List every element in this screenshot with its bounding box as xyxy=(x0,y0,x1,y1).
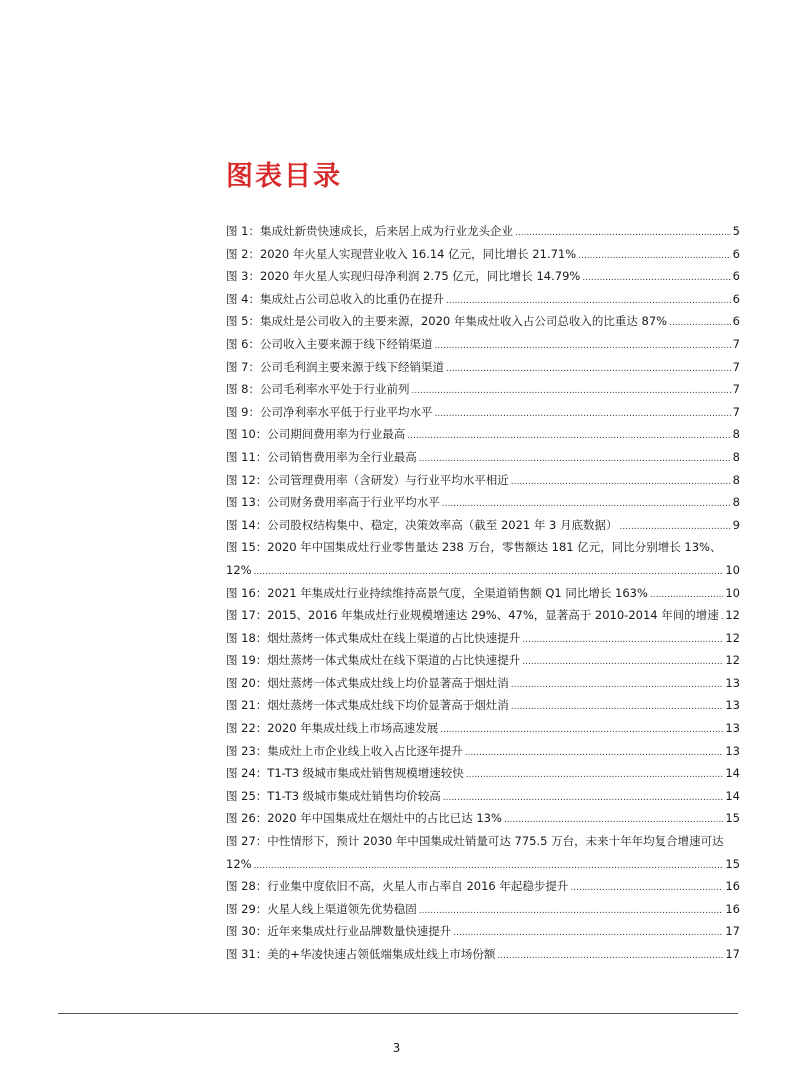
toc-leader-dots xyxy=(446,358,731,381)
toc-leader-dots xyxy=(442,493,731,516)
toc-entry-page: 13 xyxy=(725,698,740,713)
toc-entry-label: 图 5：集成灶是公司收入的主要来源，2020 年集成灶收入占公司总收入的比重达 87% xyxy=(226,314,668,329)
toc-leader-dots xyxy=(650,584,723,607)
toc-entry-label-line1: 图 27：中性情形下，预计 2030 年中国集成灶销量可达 775.5 万台，未来十年年均复合增速可达 xyxy=(226,834,724,849)
toc-entry[interactable] xyxy=(226,446,740,469)
toc-entry-page: 17 xyxy=(725,947,740,961)
toc-entry-label: 图 30：近年来集成灶行业品牌数量快速提升 xyxy=(226,924,452,939)
toc-entry-page: 13 xyxy=(725,675,740,690)
toc-entry-label: 图 9：公司净利率水平低于行业平均水平 xyxy=(226,404,433,419)
table-of-figures xyxy=(226,220,740,966)
toc-entry-label: 图 22：2020 年集成灶线上市场高速发展 xyxy=(226,721,439,736)
toc-leader-dots xyxy=(511,696,724,719)
toc-entry-label: 图 13：公司财务费用率高于行业平均水平 xyxy=(226,495,440,510)
toc-entry[interactable] xyxy=(226,310,740,333)
toc-entry-page: 9 xyxy=(732,517,740,532)
toc-entry-page: 10 xyxy=(725,562,740,577)
footer-divider xyxy=(58,1013,738,1014)
toc-leader-dots xyxy=(511,471,731,494)
toc-leader-dots xyxy=(453,922,723,945)
toc-entry-page: 13 xyxy=(725,721,740,736)
toc-leader-dots xyxy=(669,312,731,335)
toc-leader-dots xyxy=(721,606,724,629)
toc-leader-dots xyxy=(578,245,731,268)
toc-entry-label: 图 2：2020 年火星人实现营业收入 16.14 亿元，同比增长 21.71% xyxy=(226,246,577,261)
toc-leader-dots xyxy=(407,425,730,448)
toc-entry-label: 图 12：公司管理费用率（含研发）与行业平均水平相近 xyxy=(226,472,509,487)
toc-entry[interactable] xyxy=(226,717,740,740)
toc-leader-dots xyxy=(419,900,724,923)
toc-leader-dots xyxy=(515,222,731,245)
toc-entry[interactable] xyxy=(226,649,740,672)
toc-leader-dots xyxy=(411,380,730,403)
toc-entry-label: 图 6：公司收入主要来源于线下经销渠道 xyxy=(226,336,433,351)
toc-entry[interactable] xyxy=(226,604,740,627)
toc-leader-dots xyxy=(497,945,723,968)
toc-entry[interactable] xyxy=(226,333,740,356)
toc-entry-label: 图 10：公司期间费用率为行业最高 xyxy=(226,427,406,442)
toc-entry-page: 16 xyxy=(725,901,740,916)
toc-entry-page: 7 xyxy=(732,404,740,419)
toc-entry-label: 图 14：公司股权结构集中、稳定，决策效率高（截至 2021 年 3 月底数据） xyxy=(226,517,618,532)
toc-leader-dots xyxy=(446,290,731,313)
toc-entry-label: 图 1：集成灶新贵快速成长，后来居上成为行业龙头企业 xyxy=(226,224,513,238)
toc-entry[interactable] xyxy=(226,469,740,492)
toc-entry-page: 8 xyxy=(732,472,740,487)
toc-entry-page: 7 xyxy=(732,382,740,397)
toc-entry[interactable] xyxy=(226,672,740,695)
toc-entry-label: 图 31：美的+华凌快速占领低端集成灶线上市场份额 xyxy=(226,947,496,961)
toc-entry-page: 6 xyxy=(732,291,740,306)
toc-entry-label: 图 8：公司毛利率水平处于行业前列 xyxy=(226,382,410,397)
toc-leader-dots xyxy=(434,403,730,426)
toc-entry-page: 6 xyxy=(732,314,740,329)
toc-entry[interactable] xyxy=(226,807,740,830)
toc-entry[interactable] xyxy=(226,423,740,446)
toc-entry[interactable] xyxy=(226,582,740,605)
toc-entry[interactable] xyxy=(226,378,740,401)
toc-entry[interactable] xyxy=(226,898,740,921)
toc-leader-dots xyxy=(570,877,723,900)
toc-entry-page: 6 xyxy=(732,269,740,284)
toc-entry-label: 图 20：烟灶蒸烤一体式集成灶线上均价显著高于烟灶消 xyxy=(226,675,509,690)
toc-entry[interactable] xyxy=(226,920,740,943)
toc-entry[interactable] xyxy=(226,356,740,379)
toc-entry[interactable] xyxy=(226,740,740,763)
toc-entry-page: 10 xyxy=(725,585,740,600)
toc-entry-page: 7 xyxy=(732,359,740,374)
toc-leader-dots xyxy=(620,516,731,539)
toc-entry-label: 图 29：火星人线上渠道领先优势稳固 xyxy=(226,901,417,916)
toc-entry-label: 图 21：烟灶蒸烤一体式集成灶线下均价显著高于烟灶消 xyxy=(226,698,509,713)
toc-leader-dots xyxy=(434,335,730,358)
toc-leader-dots xyxy=(254,561,724,584)
toc-entry-label: 图 26：2020 年中国集成灶在烟灶中的占比已达 13% xyxy=(226,811,502,826)
toc-entry[interactable] xyxy=(226,875,740,898)
toc-entry-page: 17 xyxy=(725,924,740,939)
toc-entry-label: 图 28：行业集中度依旧不高，火星人市占率自 2016 年起稳步提升 xyxy=(226,879,569,894)
toc-leader-dots xyxy=(511,674,724,697)
toc-entry-label: 图 25：T1-T3 级城市集成灶销售均价较高 xyxy=(226,788,441,803)
toc-entry-label: 图 19：烟灶蒸烤一体式集成灶在线下渠道的占比快速提升 xyxy=(226,653,521,668)
toc-leader-dots xyxy=(522,651,723,674)
toc-entry-page: 5 xyxy=(732,224,740,238)
toc-entry[interactable] xyxy=(226,536,740,581)
toc-entry[interactable] xyxy=(226,265,740,288)
toc-entry[interactable] xyxy=(226,220,740,243)
toc-entry-page: 14 xyxy=(725,788,740,803)
toc-entry[interactable] xyxy=(226,401,740,424)
toc-entry-label: 图 3：2020 年火星人实现归母净利润 2.75 亿元，同比增长 14.79% xyxy=(226,269,581,284)
toc-entry-page: 12 xyxy=(725,608,740,623)
toc-entry[interactable] xyxy=(226,288,740,311)
toc-entry[interactable] xyxy=(226,627,740,650)
toc-entry-label: 12% xyxy=(226,562,252,577)
toc-entry-label: 图 24：T1-T3 级城市集成灶销售规模增速较快 xyxy=(226,766,464,781)
toc-entry-page: 13 xyxy=(725,743,740,758)
toc-leader-dots xyxy=(443,787,724,810)
toc-entry-page: 7 xyxy=(732,336,740,351)
toc-entry[interactable] xyxy=(226,762,740,785)
page-title: 图表目录 xyxy=(226,161,342,192)
toc-entry-label: 图 16：2021 年集成灶行业持续维持高景气度，全渠道销售额 Q1 同比增长 163% xyxy=(226,585,648,600)
toc-leader-dots xyxy=(254,855,724,878)
toc-entry[interactable] xyxy=(226,243,740,266)
toc-entry[interactable] xyxy=(226,785,740,808)
toc-leader-dots xyxy=(440,719,723,742)
toc-entry-label: 12% xyxy=(226,856,252,871)
toc-entry[interactable] xyxy=(226,694,740,717)
toc-entry-page: 12 xyxy=(725,630,740,645)
toc-leader-dots xyxy=(582,267,730,290)
toc-leader-dots xyxy=(466,764,724,787)
toc-entry[interactable] xyxy=(226,514,740,537)
toc-entry-page: 8 xyxy=(732,427,740,442)
toc-leader-dots xyxy=(419,448,731,471)
toc-entry-page: 8 xyxy=(732,449,740,464)
page-number: 3 xyxy=(392,1041,401,1055)
toc-entry-page: 6 xyxy=(732,246,740,261)
toc-entry-label: 图 4：集成灶占公司总收入的比重仍在提升 xyxy=(226,291,444,306)
toc-entry[interactable] xyxy=(226,830,740,875)
toc-entry-page: 8 xyxy=(732,495,740,510)
toc-entry-label: 图 7：公司毛利润主要来源于线下经销渠道 xyxy=(226,359,444,374)
toc-entry-label: 图 18：烟灶蒸烤一体式集成灶在线上渠道的占比快速提升 xyxy=(226,630,521,645)
toc-entry-label: 图 23：集成灶上市企业线上收入占比逐年提升 xyxy=(226,743,463,758)
toc-entry-page: 14 xyxy=(725,766,740,781)
toc-leader-dots xyxy=(522,629,723,652)
toc-entry-page: 15 xyxy=(725,856,740,871)
toc-entry-page: 12 xyxy=(725,653,740,668)
toc-entry-label-line1: 图 15：2020 年中国集成灶行业零售量达 238 万台，零售额达 181 亿元，同比分别增长 13%、 xyxy=(226,540,722,555)
toc-entry-page: 16 xyxy=(725,879,740,894)
toc-entry[interactable] xyxy=(226,943,740,966)
toc-entry-label: 图 17：2015、2016 年集成灶行业规模增速达 29%、47%，显著高于 2010-2014 年间的增速 xyxy=(226,608,719,623)
toc-leader-dots xyxy=(504,809,723,832)
toc-entry[interactable] xyxy=(226,491,740,514)
toc-leader-dots xyxy=(465,742,724,765)
toc-entry-page: 15 xyxy=(725,811,740,826)
toc-entry-label: 图 11：公司销售费用率为全行业最高 xyxy=(226,449,417,464)
